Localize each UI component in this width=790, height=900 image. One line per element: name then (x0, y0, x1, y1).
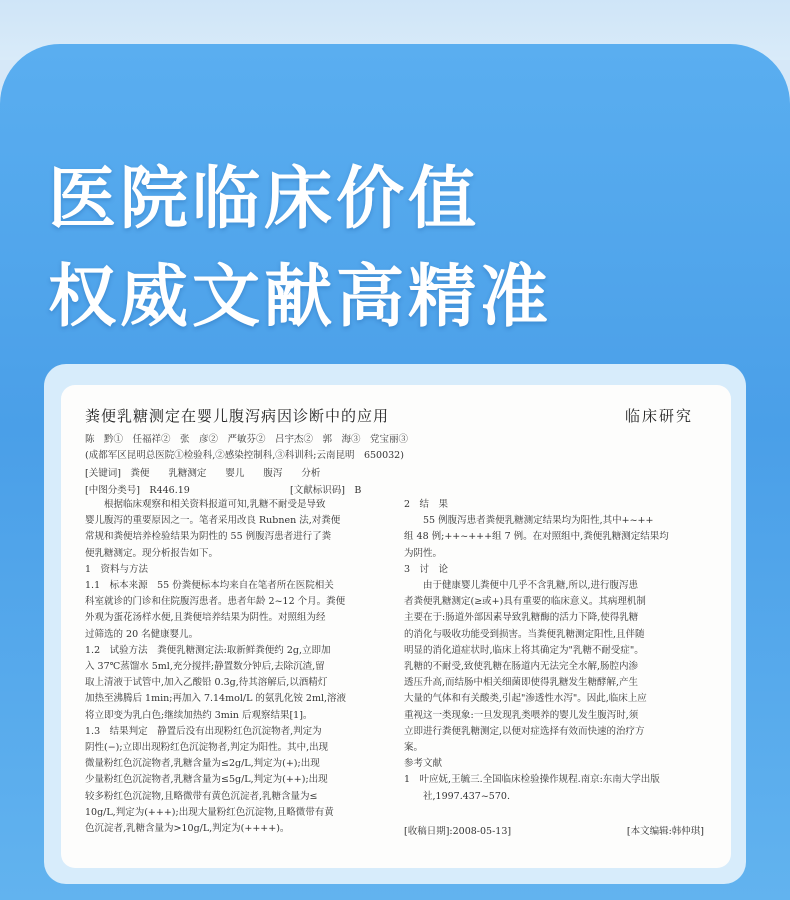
paper-text-line: 大量的气体和有关酸类,引起"渗透性水泻"。因此,临床上应 (404, 693, 647, 705)
journal-name: 临床研究 (624, 407, 693, 425)
paper-text-line: 案。 (404, 742, 424, 754)
paper-footer (404, 823, 704, 837)
paper-text-line: 社,1997.437~570. (404, 790, 510, 802)
paper-text-line: 较多粉红色沉淀物,且略微带有黄色沉淀者,乳糖含量为≤ (85, 790, 318, 802)
paper-text-line: 科室就诊的门诊和住院腹泻患者。患者年龄 2~12 个月。粪便 (85, 596, 346, 608)
paper-text-line: 阴性(−);立即出现粉红色沉淀物者,判定为阳性。其中,出现 (85, 742, 329, 754)
paper-document (61, 385, 731, 868)
paper-text-line: 便乳糖测定。现分析报告如下。 (85, 547, 219, 559)
paper-text-line: 立即进行粪便乳糖测定,以便对症选择有效而快速的治疗方 (404, 725, 645, 737)
received-date: [收稿日期]:2008-05-13] (404, 826, 512, 837)
paper-text-line: 入 37℃蒸馏水 5ml,充分搅拌;静置数分钟后,去除沉渣,留 (85, 661, 325, 673)
paper-text-line: 外观为蛋花汤样水便,且粪便培养结果为阴性。对照组为经 (85, 612, 326, 624)
paper-text-line: 重视这一类现象:一旦发现乳类喂养的婴儿发生腹泻时,须 (404, 709, 639, 721)
right-column (404, 497, 704, 805)
paper-authors: 陈 黔① 任福祥② 张 彦② 严敏芬② 吕宇杰② 郭 海③ 党宝丽③ (85, 434, 409, 445)
paper-text-line: 主要在于:肠道外部因素导致乳糖酶的活力下降,使得乳糖 (404, 612, 639, 624)
paper-text-line: 乳糖的不耐受,致使乳糖在肠道内无法完全水解,肠腔内渗 (404, 661, 639, 673)
paper-text-line: 常规和粪便培养检验结果为阴性的 55 例腹泻患者进行了粪 (85, 531, 332, 543)
paper-classification: [中图分类号] R446.19 (85, 485, 190, 496)
editor-note: [本文编辑:韩仲琪] (626, 826, 704, 837)
paper-text-line: 婴儿腹泻的重要原因之一。笔者采用改良 Rubnen 法,对粪便 (85, 515, 341, 527)
headline-line-1: 医院临床价值 (48, 160, 481, 239)
paper-text-line: 的消化与吸收功能受到损害。当粪便乳糖测定阳性,且伴随 (404, 628, 645, 640)
paper-text-line: 加热至沸腾后 1min;再加入 7.14mol/L 的氨乳化铵 2ml,溶液 (85, 693, 347, 705)
paper-text-line: 1.3 结果判定 静置后没有出现粉红色沉淀物者,判定为 (85, 725, 322, 737)
paper-text-line: 者粪便乳糖测定(≥或+)具有重要的临床意义。其病理机制 (404, 596, 646, 608)
paper-text-line: 1 叶应妩,王毓三.全国临床检验操作规程.南京:东南大学出版 (404, 774, 660, 786)
paper-text-line: 参考文献 (404, 758, 443, 770)
paper-doc-code: [文献标识码] B (290, 485, 362, 496)
paper-text-line: 1.2 试验方法 粪便乳糖测定法:取新鲜粪便约 2g,立即加 (85, 644, 331, 656)
paper-text-line: 将立即变为乳白色;继续加热约 3min 后观察结果[1]。 (85, 709, 313, 721)
paper-text-line: 由于健康婴儿粪便中几乎不含乳糖,所以,进行腹泻患 (404, 580, 639, 592)
paper-text-line: 过筛选的 20 名健康婴儿。 (85, 628, 199, 640)
paper-text-line: 3 讨 论 (404, 563, 449, 575)
paper-text-line: 根据临床观察和相关资料报道可知,乳糖不耐受是导致 (85, 499, 326, 510)
paper-text-line: 明显的消化道症状时,临床上将其确定为"乳糖不耐受症"。 (404, 644, 644, 656)
paper-keywords: [关键词] 粪便 乳糖测定 婴儿 腹泻 分析 (85, 468, 321, 479)
paper-text-line: 1.1 标本来源 55 份粪便标本均来自在笔者所在医院相关 (85, 580, 334, 592)
paper-text-line: 2 结 果 (404, 499, 449, 510)
paper-affiliation: (成都军区昆明总医院①检验科,②感染控制科,③科训科;云南昆明 650032) (85, 450, 404, 461)
paper-text-line: 微量粉红色沉淀物者,乳糖含量为≤2g/L,判定为(+);出现 (85, 758, 320, 770)
paper-text-line: 组 48 例;++~+++组 7 例。在对照组中,粪便乳糖测定结果均 (404, 531, 669, 543)
paper-text-line: 透压升高,而结肠中相关细菌即使得乳糖发生糖酵解,产生 (404, 677, 639, 689)
paper-text-line: 取上清液于试管中,加入乙酸铅 0.3g,待其溶解后,以酒精灯 (85, 677, 328, 689)
paper-text-line: 少量粉红色沉淀物者,乳糖含量为≤5g/L,判定为(++);出现 (85, 774, 328, 786)
paper-text-line: 55 例腹泻患者粪便乳糖测定结果均为阳性,其中+~++ (404, 515, 654, 527)
headline-line-2: 权威文献高精准 (48, 258, 553, 337)
paper-text-line: 色沉淀者,乳糖含量为>10g/L,判定为(++++)。 (85, 823, 290, 835)
paper-text-line: 10g/L,判定为(+++);出现大量粉红色沉淀物,且略微带有黄 (85, 806, 334, 818)
paper-text-line: 为阴性。 (404, 547, 443, 559)
left-column (85, 497, 385, 837)
paper-title: 粪便乳糖测定在婴儿腹泻病因诊断中的应用 (85, 407, 390, 425)
paper-text-line: 1 资料与方法 (85, 563, 149, 575)
